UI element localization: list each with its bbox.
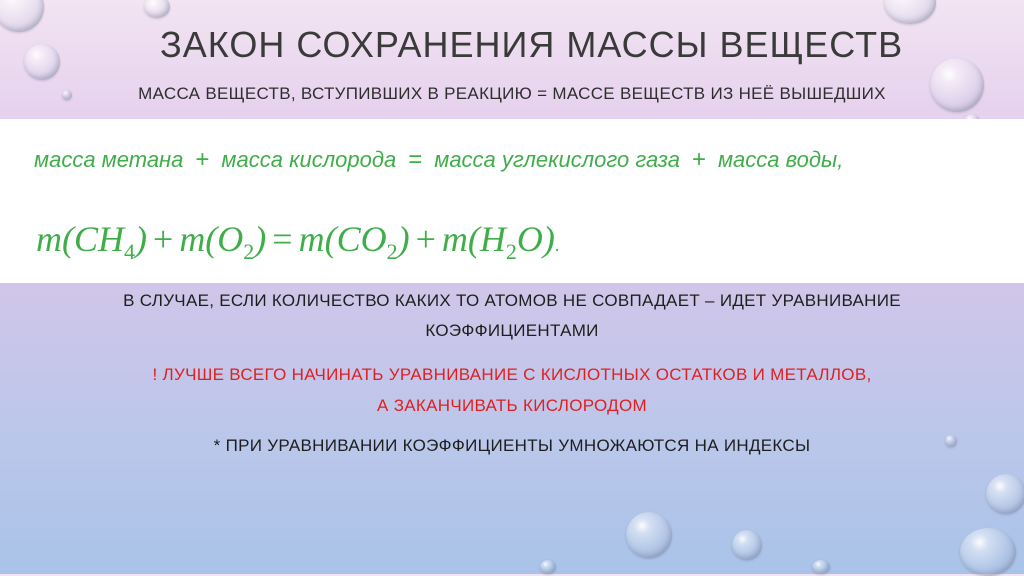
- sym-term-ch4: $m(CH_4)$: [36, 219, 147, 265]
- bubble-decoration: [0, 0, 44, 32]
- bubble-decoration: [144, 0, 170, 18]
- plus-sign: +: [195, 146, 210, 173]
- bubble-decoration: [986, 474, 1024, 514]
- bubble-decoration: [626, 512, 672, 558]
- plus-sign: +: [153, 219, 174, 259]
- bubble-decoration: [960, 528, 1016, 576]
- word-term-co2: масса углекислого газа: [434, 147, 680, 172]
- sym-term-co2: $m(CO_2)$: [298, 219, 410, 265]
- equals-sign: =: [408, 146, 423, 173]
- symbolic-equation: [36, 218, 559, 265]
- period: .: [554, 235, 560, 255]
- bubble-decoration: [732, 530, 762, 560]
- body-text-line: В СЛУЧАЕ, ЕСЛИ КОЛИЧЕСТВО КАКИХ ТО АТОМОВ НЕ СОВПАДАЕТ – ИДЕТ УРАВНИВАНИЕ: [123, 291, 901, 310]
- body-text-line: КОЭФФИЦИЕНТАМИ: [425, 321, 599, 340]
- bubble-decoration: [24, 44, 60, 80]
- word-equation: [34, 146, 843, 174]
- slide-subtitle: МАССА ВЕЩЕСТВ, ВСТУПИВШИХ В РЕАКЦИЮ = МАССЕ ВЕЩЕСТВ ИЗ НЕЁ ВЫШЕДШИХ: [138, 84, 886, 103]
- plus-sign: +: [415, 219, 436, 259]
- bubble-decoration: [540, 560, 556, 574]
- slide-title: ЗАКОН СОХРАНЕНИЯ МАССЫ ВЕЩЕСТВ: [160, 24, 904, 65]
- equals-sign: =: [272, 219, 293, 259]
- bubble-decoration: [812, 560, 830, 574]
- plus-sign: +: [691, 146, 706, 173]
- sym-term-o2: $m(O_2)$: [179, 219, 267, 265]
- warning-text-line: А ЗАКАНЧИВАТЬ КИСЛОРОДОМ: [377, 396, 647, 415]
- warning-text-line: ! ЛУЧШЕ ВСЕГО НАЧИНАТЬ УРАВНИВАНИЕ С КИСЛОТНЫХ ОСТАТКОВ И МЕТАЛЛОВ,: [152, 365, 872, 384]
- sym-term-h2o: $m(H_2O)$: [441, 219, 555, 265]
- word-term-oxygen: масса кислорода: [221, 147, 397, 172]
- word-term-methane: масса метана: [34, 147, 184, 172]
- word-term-water: масса воды,: [717, 147, 844, 172]
- note-text: * ПРИ УРАВНИВАНИИ КОЭФФИЦИЕНТЫ УМНОЖАЮТСЯ НА ИНДЕКСЫ: [213, 436, 811, 455]
- bubble-decoration: [884, 0, 936, 24]
